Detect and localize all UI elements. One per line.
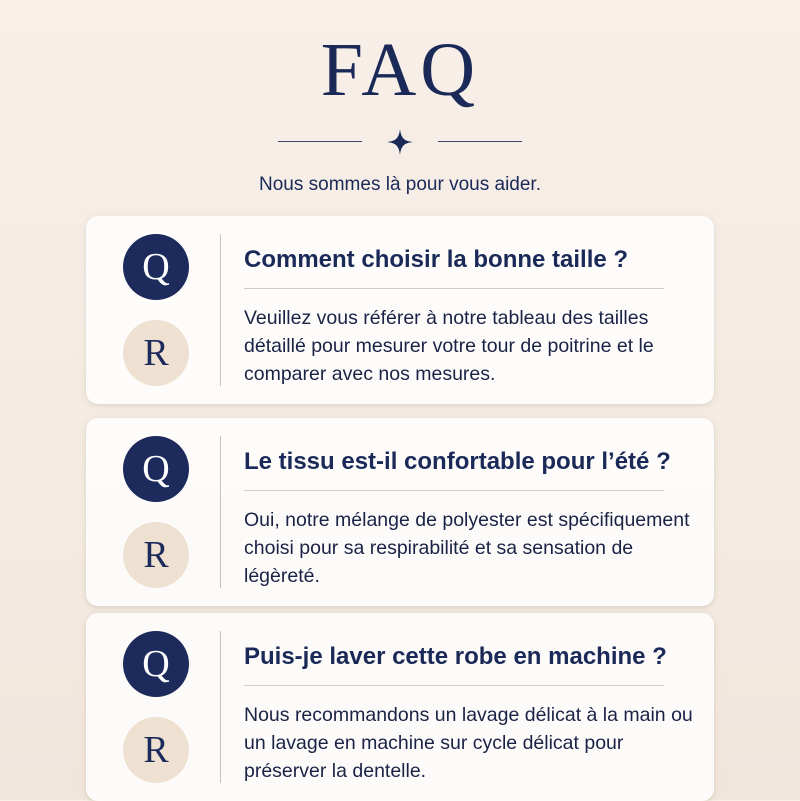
faq-card[interactable]	[86, 613, 714, 801]
question-badge: Q	[123, 234, 189, 300]
faq-answer: Veuillez vous référer à notre tableau des tailles détaillé pour mesurer votre tour de poitrine et le comparer avec nos mesures.	[244, 307, 654, 385]
faq-card[interactable]	[86, 418, 714, 606]
title-ornament	[278, 128, 522, 156]
card-vertical-divider	[220, 436, 221, 588]
faq-question: Le tissu est-il confortable pour l’été ?	[244, 448, 671, 475]
card-horizontal-divider	[244, 490, 664, 491]
question-badge: Q	[123, 436, 189, 502]
faq-answer: Oui, notre mélange de polyester est spécifiquement choisi pour sa respirabilité et sa sensation de légèreté.	[244, 509, 690, 587]
answer-badge: R	[123, 717, 189, 783]
ornament-line-right	[438, 141, 522, 142]
faq-answer: Nous recommandons un lavage délicat à la main ou un lavage en machine sur cycle délicat pour préserver la dentelle.	[244, 704, 693, 782]
page-title: FAQ	[320, 28, 480, 112]
page-subtitle: Nous sommes là pour vous aider.	[259, 174, 541, 195]
faq-question: Puis-je laver cette robe en machine ?	[244, 643, 667, 670]
answer-badge: R	[123, 522, 189, 588]
ornament-line-left	[278, 141, 362, 142]
card-horizontal-divider	[244, 288, 664, 289]
card-vertical-divider	[220, 234, 221, 386]
faq-card[interactable]	[86, 216, 714, 404]
question-badge: Q	[123, 631, 189, 697]
card-horizontal-divider	[244, 685, 664, 686]
answer-badge: R	[123, 320, 189, 386]
faq-question: Comment choisir la bonne taille ?	[244, 246, 629, 273]
sparkle-star-icon	[386, 128, 414, 156]
card-vertical-divider	[220, 631, 221, 783]
